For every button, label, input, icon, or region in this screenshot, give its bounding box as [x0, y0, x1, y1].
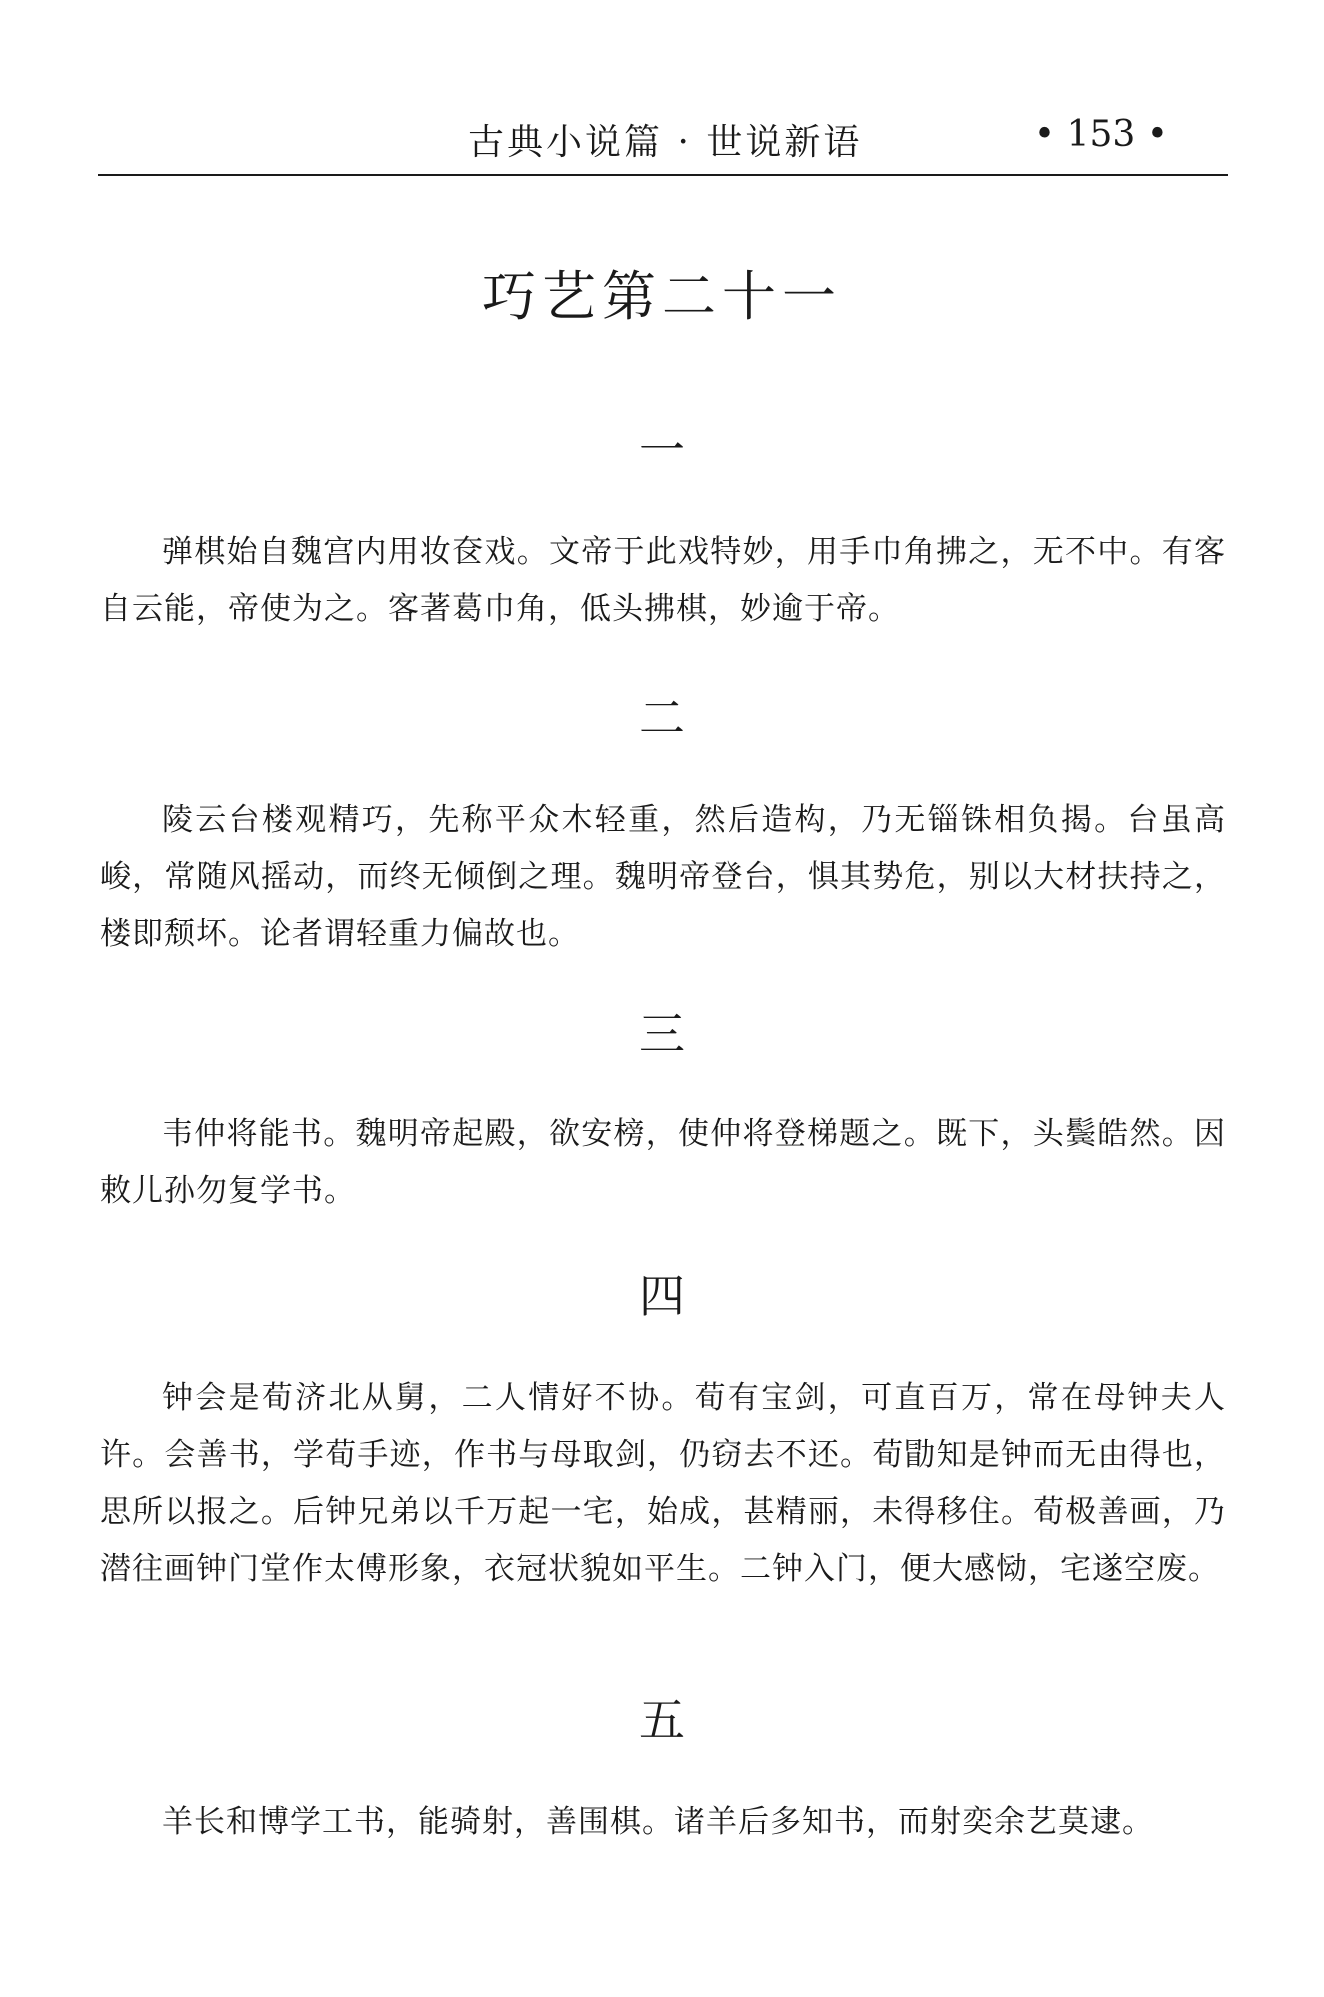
section-number-4: 四 [639, 1269, 685, 1323]
section-number-5: 五 [639, 1693, 685, 1747]
section-number-1: 一 [639, 423, 685, 477]
section-text-5: 羊长和博学工书，能骑射，善围棋。诸羊后多知书，而射奕余艺莫逮。 [162, 1804, 1154, 1840]
chapter-title: 巧艺第二十一 [482, 265, 842, 328]
running-header [98, 108, 1228, 176]
section-number-2: 二 [639, 691, 685, 745]
section-text-4: 钟会是荀济北从舅，二人情好不协。荀有宝剑，可直百万，常在母钟夫人许。会善书，学荀手迹，作书与母取剑，仍窃去不还。荀勖知是钟而无由得也，思所以报之。后钟兄弟以千万起一宅，始成，甚精丽，未得移住。荀极善画，乃潜往画钟门堂作太傅形象，衣冠状貌如平生。二钟入门，便大感恸，宅遂空废。 [100, 1380, 1226, 1587]
section-number-3: 三 [639, 1007, 685, 1061]
section-text-2: 陵云台楼观精巧，先称平众木轻重，然后造构，乃无锱铢相负揭。台虽高峻，常随风摇动，而终无倾倒之理。魏明帝登台，惧其势危，别以大材扶持之，楼即颓坏。论者谓轻重力偏故也。 [100, 802, 1226, 952]
section-text-3: 韦仲将能书。魏明帝起殿，欲安榜，使仲将登梯题之。既下，头鬓皓然。因敕儿孙勿复学书。 [100, 1116, 1226, 1209]
header-title: 古典小说篇 · 世说新语 [468, 122, 863, 163]
page-number: • 153 • [1033, 114, 1168, 155]
section-text-1: 弹棋始自魏宫内用妆奁戏。文帝于此戏特妙，用手巾角拂之，无不中。有客自云能，帝使为之。客著葛巾角，低头拂棋，妙逾于帝。 [100, 534, 1226, 627]
